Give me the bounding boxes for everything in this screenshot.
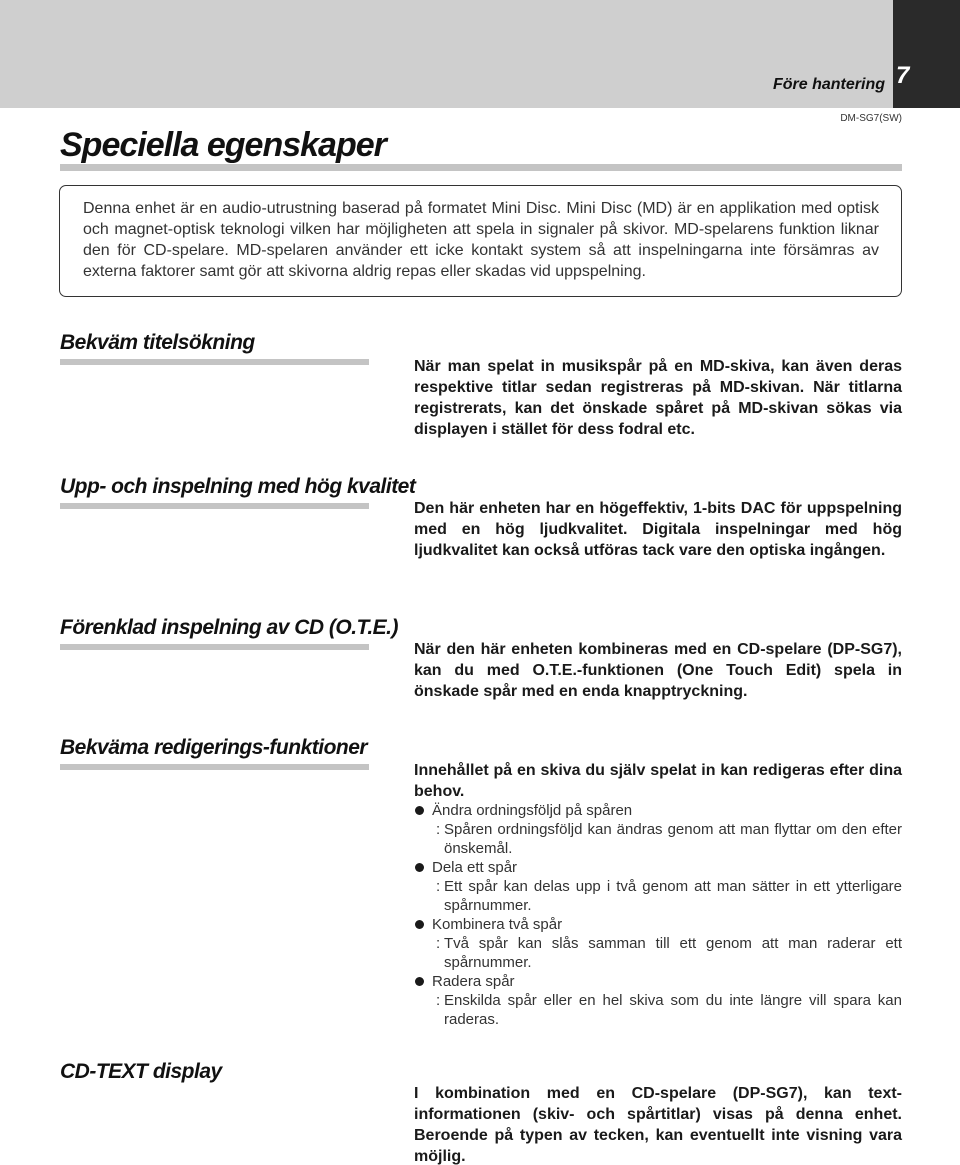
intro-box (59, 185, 902, 297)
feature-body-title-search: När man spelat in musikspår på en MD-skiva, kan även deras respektive titlar sedan registreras på MD-skivan. När titlarna registrerats, kan det önskade spåret på MD-skivan sökas via displayen i stället för dess fodral etc. (414, 358, 902, 438)
page-title: Speciella egenskaper (60, 126, 386, 164)
list-item: Dela ett spår : Ett spår kan delas upp i två genom att man sätter in ett ytterligare spårnummer. (414, 858, 902, 915)
section-label: Före hantering (772, 76, 885, 93)
feature-heading-editing: Bekväma redigerings-funktioner (60, 736, 368, 759)
list-item-description: Två spår kan slås samman till ett genom att man raderar ett spårnummer. (444, 935, 902, 971)
feature-body-high-quality: Den här enheten har en högeffektiv, 1-bits DAC för uppspelning med en hög ljudkvalitet. Digitala inspelningar med hög ljudkvalitet kan också utföras tack vare den optiska ingången. (414, 500, 902, 559)
feature-divider (60, 359, 369, 365)
feature-heading-title-search: Bekväm titelsökning (60, 331, 255, 354)
edit-functions-list (414, 801, 902, 1029)
list-item: Kombinera två spår : Två spår kan slås samman till ett genom att man raderar ett spårnummer. (414, 915, 902, 972)
title-divider (60, 164, 902, 171)
feature-heading-high-quality: Upp- och inspelning med hög kvalitet (60, 475, 416, 498)
bullet-icon (415, 863, 424, 872)
list-item-title: Radera spår (432, 973, 515, 990)
page-number-tab (893, 0, 960, 108)
list-item-description: Spåren ordningsföljd kan ändras genom att man flyttar om den efter önskemål. (444, 821, 902, 857)
bullet-icon (415, 806, 424, 815)
feature-divider (60, 764, 369, 770)
list-item: Radera spår : Enskilda spår eller en hel skiva som du inte längre vill spara kan raderas. (414, 972, 902, 1029)
feature-heading-cd-text: CD-TEXT display (60, 1060, 222, 1083)
list-item-title: Kombinera två spår (432, 916, 563, 933)
list-item-description: Enskilda spår eller en hel skiva som du inte längre vill spara kan raderas. (444, 992, 902, 1028)
bullet-icon (415, 920, 424, 929)
bullet-icon (415, 977, 424, 986)
page-number: 7 (896, 62, 910, 89)
header-band (0, 0, 893, 108)
feature-divider (60, 644, 369, 650)
model-code: DM-SG7(SW) (840, 113, 902, 124)
list-item-description: Ett spår kan delas upp i två genom att man sätter in ett ytterligare spårnummer. (444, 878, 902, 914)
feature-divider (60, 503, 369, 509)
feature-body-editing: Innehållet på en skiva du själv spelat in kan redigeras efter dina behov. (414, 762, 902, 800)
list-item-title: Dela ett spår (432, 859, 518, 876)
feature-body-cd-text: I kombination med en CD-spelare (DP-SG7), kan text-informationen (skiv- och spårtitlar) visas på denna enhet. Beroende på typen av tecken, kan eventuellt inte visning vara möjlig. (414, 1085, 902, 1165)
feature-body-ote: När den här enheten kombineras med en CD-spelare (DP-SG7), kan du med O.T.E.-funktionen (One Touch Edit) spela in önskade spår med en enda knapptryckning. (414, 641, 902, 700)
intro-text: Denna enhet är en audio-utrustning baserad på formatet Mini Disc. Mini Disc (MD) är en applikation med optisk och magnet-optisk teknologi vilken har möjligheten att spela in signaler på skivor. MD-spelarens funktion liknar den för CD-spelare. MD-spelaren använder ett icke kontakt system så att inspelningarna inte försämras av externa faktorer samt gör att skivorna aldrig repas eller skadas vid uppspelning. (83, 200, 879, 280)
feature-heading-ote: Förenklad inspelning av CD (O.T.E.) (60, 616, 398, 639)
list-item: Ändra ordningsföljd på spåren : Spåren ordningsföljd kan ändras genom att man flyttar om den efter önskemål. (414, 801, 902, 858)
list-item-title: Ändra ordningsföljd på spåren (432, 802, 633, 819)
